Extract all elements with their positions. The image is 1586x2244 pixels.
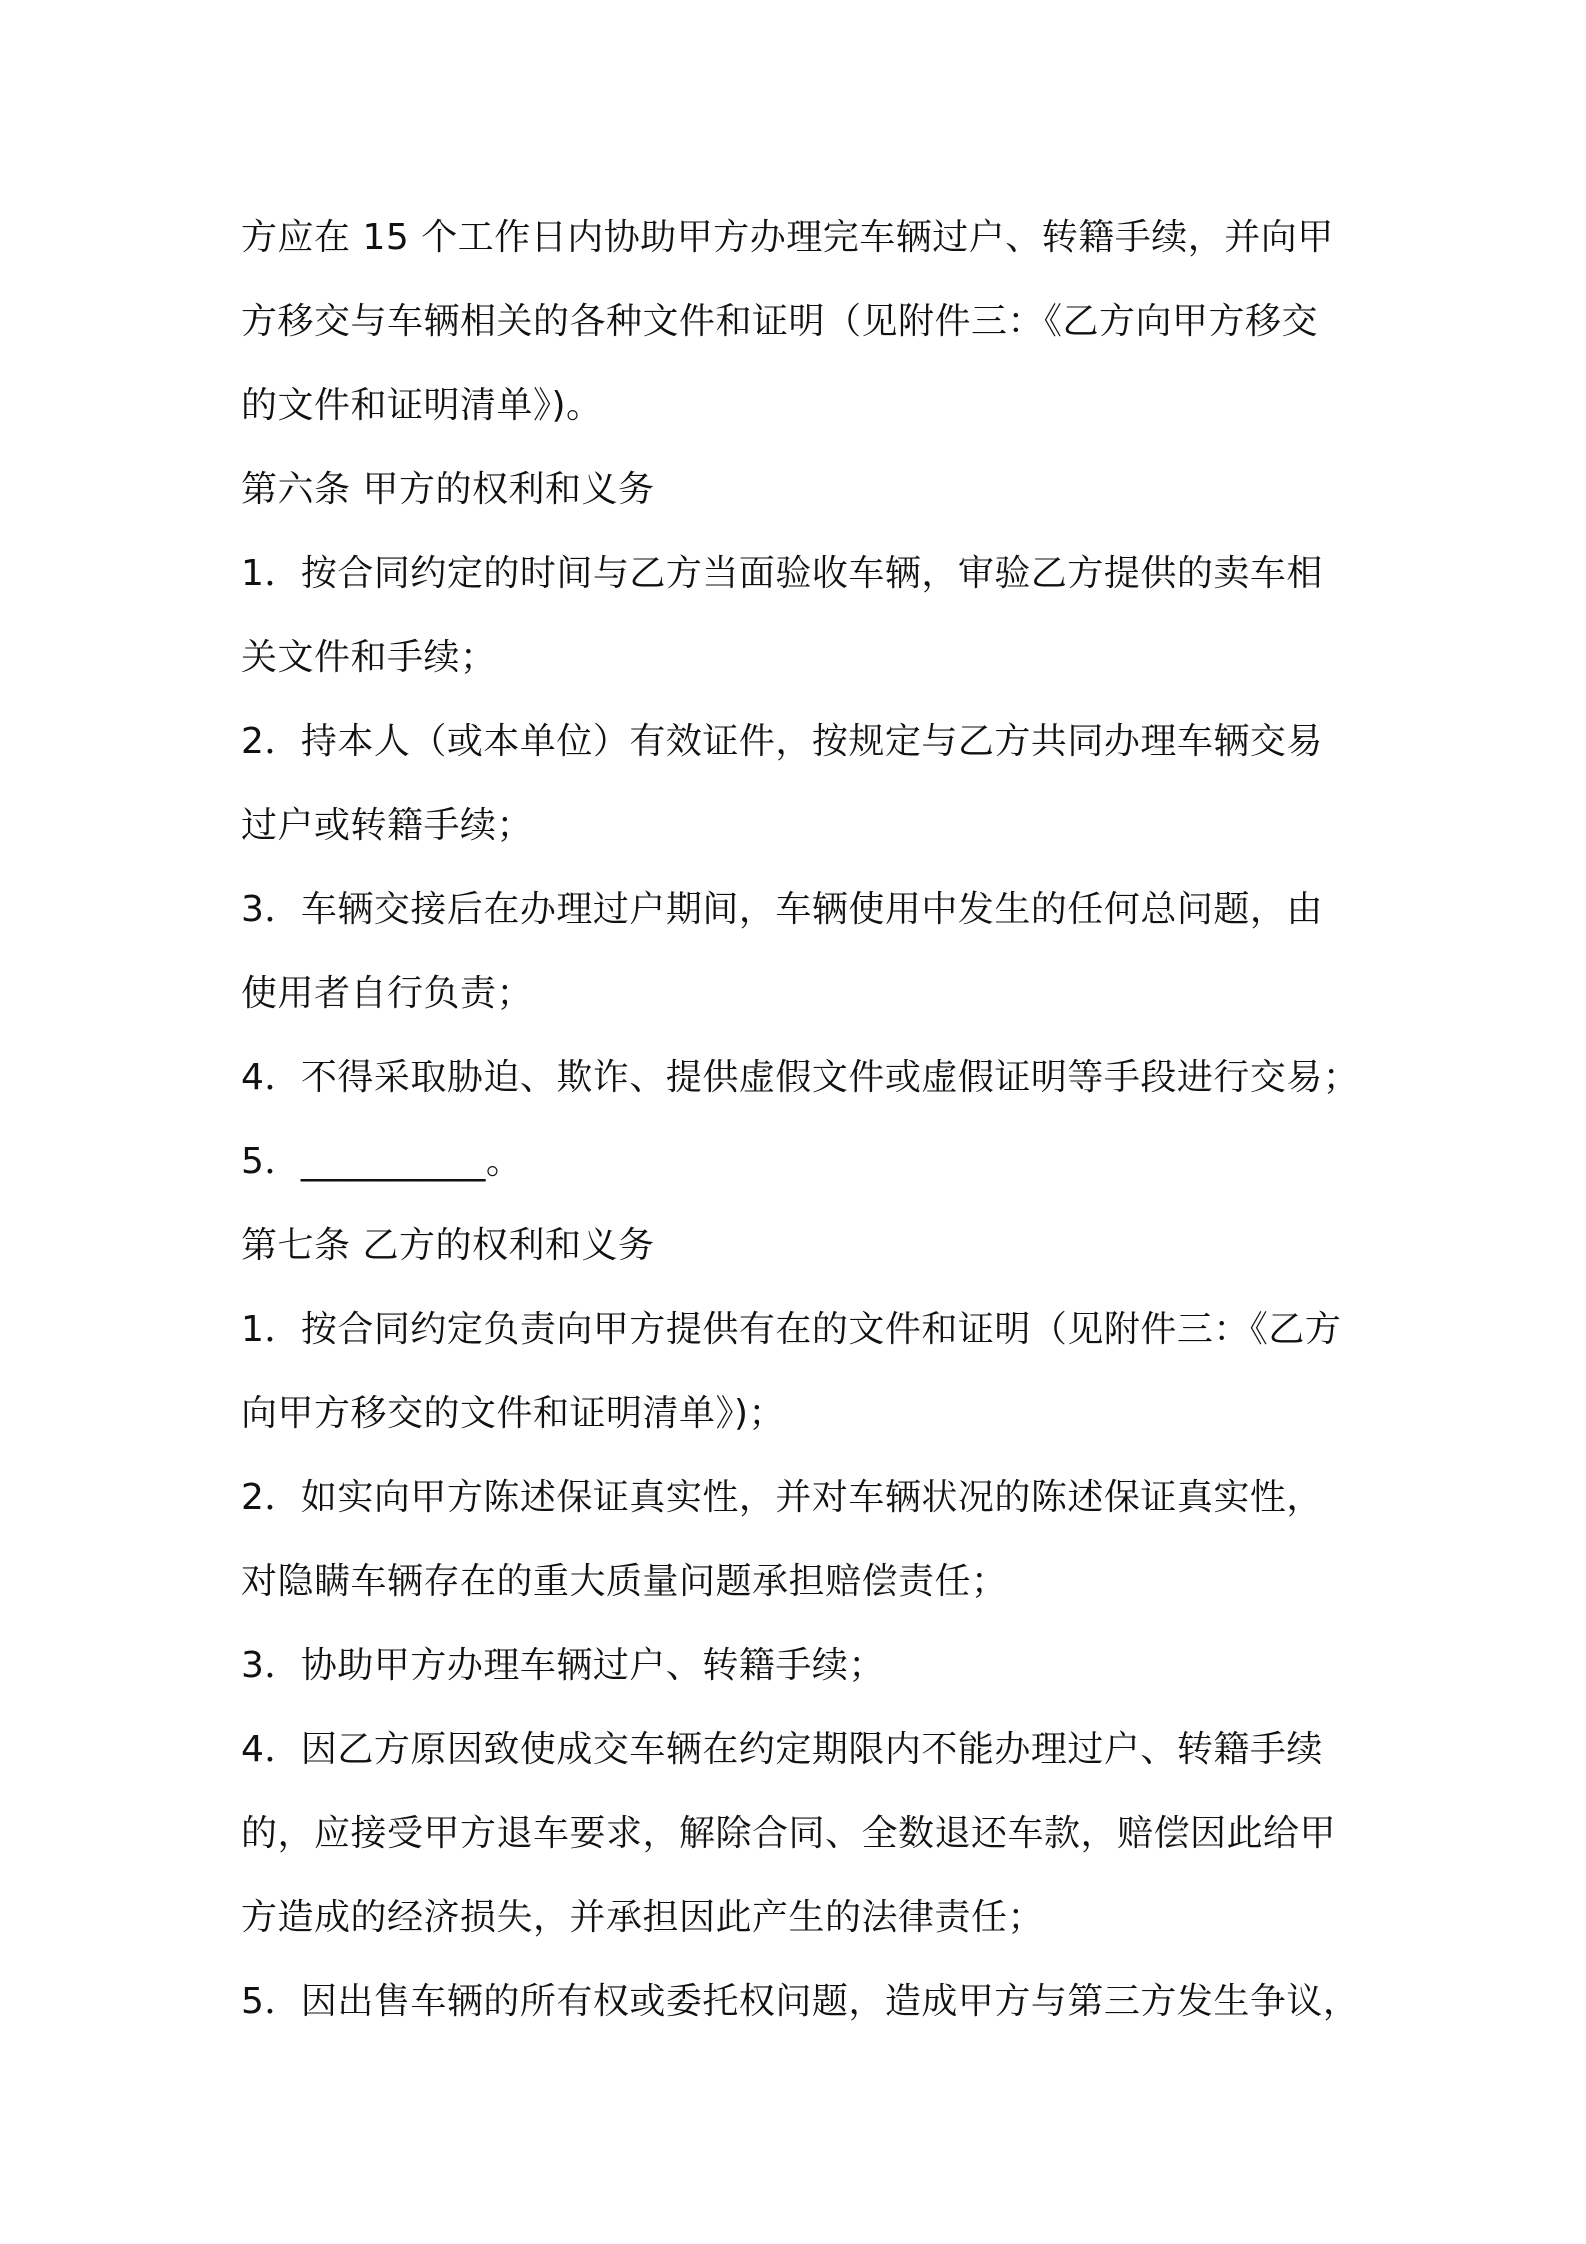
text-line: 4．不得采取胁迫、欺诈、提供虚假文件或虚假证明等手段进行交易； xyxy=(241,1057,1360,1098)
section-heading-article-7: 第七条 乙方的权利和义务 xyxy=(241,1225,655,1266)
text-line: 对隐瞒车辆存在的重大质量问题承担赔偿责任； xyxy=(241,1561,1008,1602)
text-line: 方造成的经济损失，并承担因此产生的法律责任； xyxy=(241,1897,1045,1938)
text-line: 使用者自行负责； xyxy=(241,973,534,1014)
text-line: 向甲方移交的文件和证明清单》)； xyxy=(241,1393,786,1434)
text-line: 的，应接受甲方退车要求，解除合同、全数退还车款，赔偿因此给甲 xyxy=(241,1813,1337,1854)
document-body xyxy=(241,196,1381,2044)
section-heading-article-6: 第六条 甲方的权利和义务 xyxy=(241,469,655,510)
text-line: 3．车辆交接后在办理过户期间，车辆使用中发生的任何总问题，由 xyxy=(241,889,1323,930)
text-line: 关文件和手续； xyxy=(241,637,497,678)
text-line: 3．协助甲方办理车辆过户、转籍手续； xyxy=(241,1645,885,1686)
text-line-blank-clause: 5．__________。 xyxy=(241,1141,523,1182)
text-line: 4．因乙方原因致使成交车辆在约定期限内不能办理过户、转籍手续 xyxy=(241,1729,1323,1770)
text-line: 5．因出售车辆的所有权或委托权问题，造成甲方与第三方发生争议， xyxy=(241,1981,1360,2022)
text-line: 方移交与车辆相关的各种文件和证明（见附件三：《乙方向甲方移交 xyxy=(241,301,1319,342)
text-line: 2．持本人（或本单位）有效证件，按规定与乙方共同办理车辆交易 xyxy=(241,721,1323,762)
text-line: 1．按合同约定的时间与乙方当面验收车辆，审验乙方提供的卖车相 xyxy=(241,553,1323,594)
text-line: 1．按合同约定负责向甲方提供有在的文件和证明（见附件三：《乙方 xyxy=(241,1309,1342,1350)
text-line: 2．如实向甲方陈述保证真实性，并对车辆状况的陈述保证真实性， xyxy=(241,1477,1323,1518)
text-line: 方应在 15 个工作日内协助甲方办理完车辆过户、转籍手续，并向甲 xyxy=(241,217,1334,258)
text-line: 的文件和证明清单》)。 xyxy=(241,385,603,426)
text-line: 过户或转籍手续； xyxy=(241,805,534,846)
